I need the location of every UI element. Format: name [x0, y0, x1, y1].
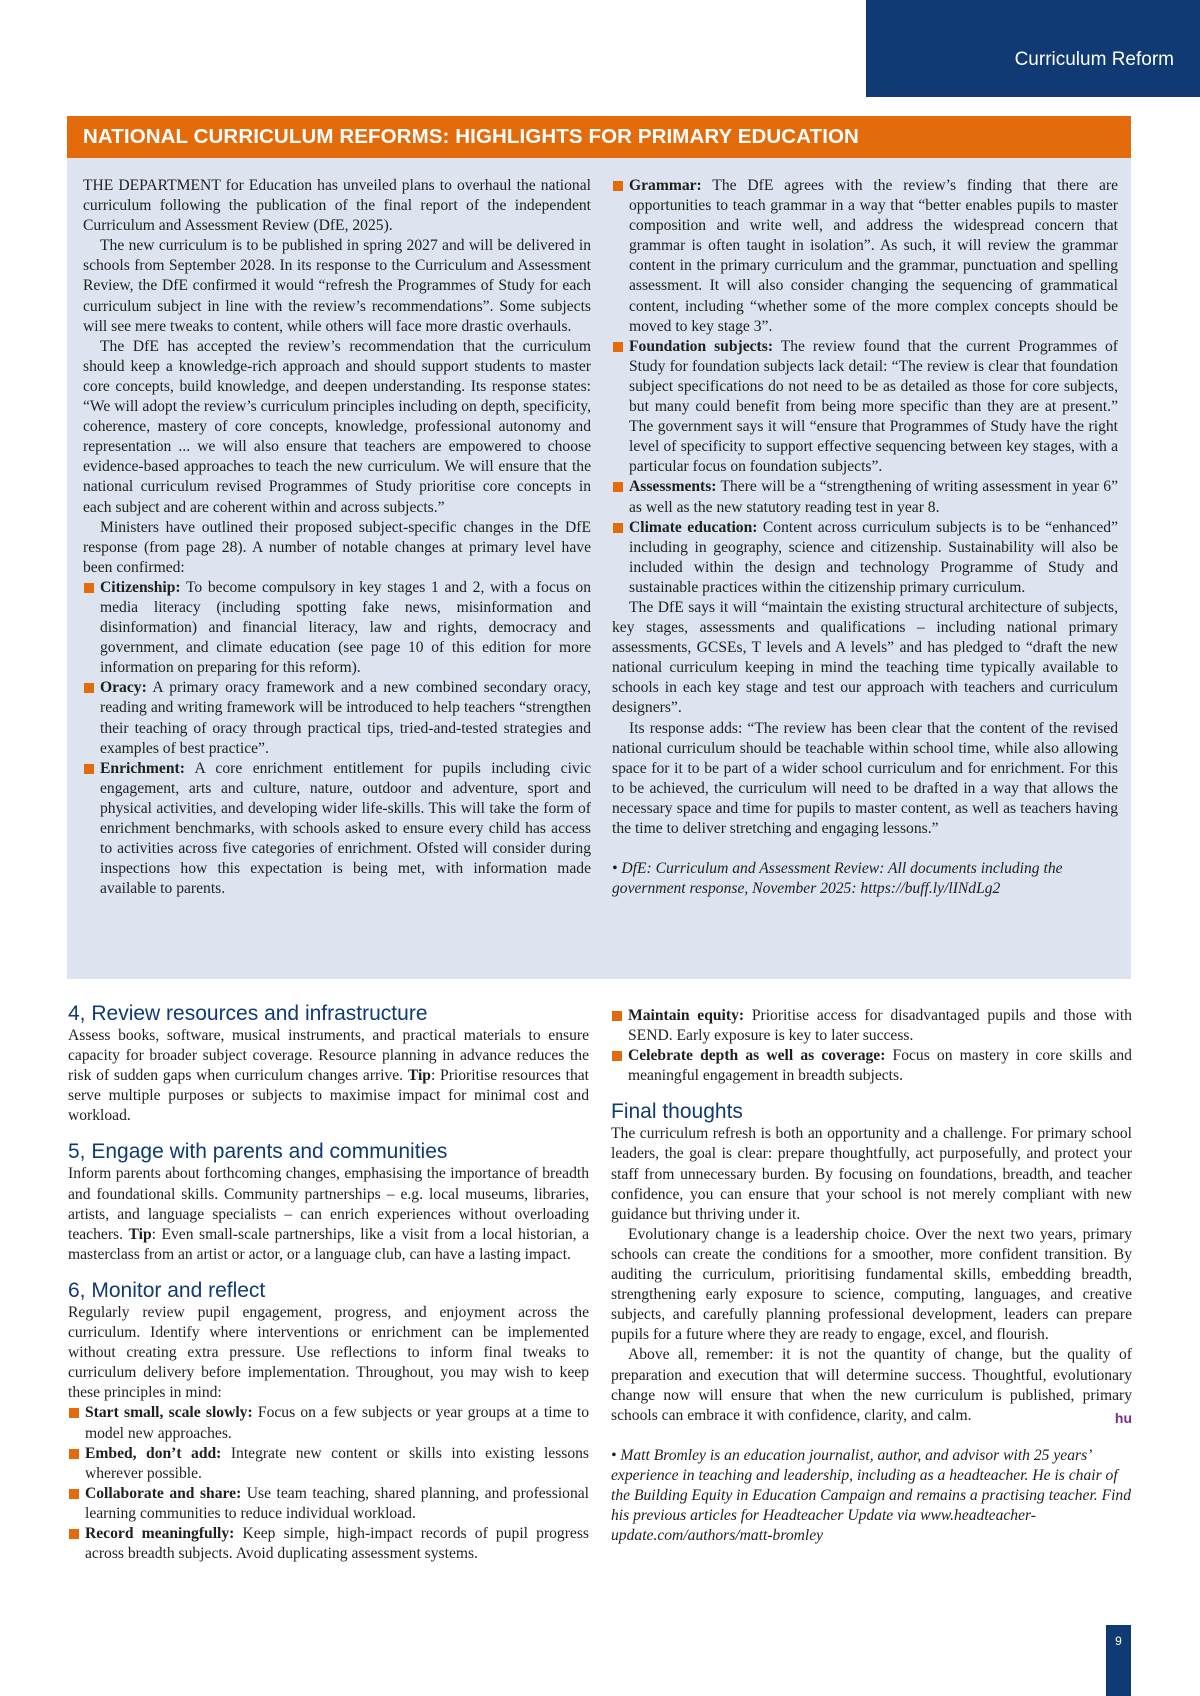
boxout-bullet-list	[612, 176, 1118, 598]
boxout-title: NATIONAL CURRICULUM REFORMS: HIGHLIGHTS FOR PRIMARY EDUCATION	[67, 116, 1131, 158]
bullet-text: Content across curriculum subjects is to be “enhanced” including in geography, science and citizenship. Sustainability will also be included within the design and technology Programme of Study and sustainable practices within the citizenship primary curriculum.	[629, 518, 1118, 596]
section-body: Regularly review pupil engagement, progress, and enjoyment across the curriculum. Identify where interventions or enrichment can be implemented without creating extra pressure. Use reflections to inform final tweaks to curriculum delivery before implementation. Throughout, you may wish to keep these principles in mind:	[68, 1303, 589, 1402]
bullet-climate-education	[612, 518, 1118, 598]
square-bullet-icon	[613, 342, 623, 352]
boxout-reference: • DfE: Curriculum and Assessment Review: All documents including the government response, November 2025: https://buff.ly/lINdLg2	[612, 860, 1063, 898]
boxout-paragraph: The DfE says it will “maintain the existing structural architecture of subjects, key stages, assessments and qualifications – including national primary assessments, GCSEs, T levels and A levels” and has pledged to “draft the new national curriculum keeping in mind the teaching time typically available to schools in each key stage and test our approach with teachers and curriculum designers”.	[612, 598, 1118, 717]
bullet-lead: Assessments:	[629, 478, 717, 496]
boxout-bullet-list	[83, 578, 591, 900]
section-body: Inform parents about forthcoming changes, emphasising the importance of breadth and foundational skills. Community partnerships – e.g. local museums, libraries, artists, and language specialists – can enrich experiences without overloading teachers. Tip: Even small-scale partnerships, like a visit from a local historian, a masterclass from an artist or actor, or a language club, can have a lasting impact.	[68, 1165, 590, 1263]
bullet-grammar	[612, 176, 1118, 337]
section-heading-monitor-reflect: 6, Monitor and reflect	[68, 1278, 266, 1302]
square-bullet-icon	[612, 1051, 622, 1061]
article-left-column	[68, 1001, 589, 1564]
final-paragraph: Above all, remember: it is not the quantity of change, but the quality of preparation and execution that will determine success. Thoughtful, evolutionary change now will ensure that when the new curriculum is published, primary schools can embrace it with confidence, clarity, and calm. hu	[611, 1345, 1132, 1425]
boxout-paragraph: Its response adds: “The review has been clear that the content of the revised national curriculum should be teachable within school time, while also allowing space for it to be part of a wider school curriculum and for enrichment. For this to be achieved, the curriculum will need to be drafted in a way that allows the necessary space and time for pupils to master content, as well as teachers having the time to deliver stretching and engaging lessons.”	[612, 719, 1118, 837]
principles-list	[68, 1403, 589, 1564]
bullet-lead: Oracy:	[100, 679, 147, 697]
principle-item: Embed, don’t add: Integrate new content or skills into existing lessons wherever possible.	[68, 1444, 589, 1484]
page-number-tab	[1106, 1625, 1131, 1696]
bullet-lead: Citizenship:	[100, 578, 181, 596]
boxout-paragraph: THE DEPARTMENT for Education has unveiled plans to overhaul the national curriculum following the publication of the final report of the independent Curriculum and Assessment Review (DfE, 2025).	[83, 177, 591, 235]
square-bullet-icon	[69, 1489, 79, 1499]
bullet-foundation-subjects	[612, 337, 1118, 478]
boxout-paragraph: Ministers have outlined their proposed subject-specific changes in the DfE response (from page 28). A number of notable changes at primary level have been confirmed:	[83, 518, 591, 576]
curriculum-reforms-boxout	[67, 116, 1131, 979]
square-bullet-icon	[69, 1529, 79, 1539]
boxout-right-column	[612, 176, 1118, 899]
bullet-lead: Enrichment:	[100, 759, 185, 777]
section-heading-final-thoughts: Final thoughts	[611, 1100, 743, 1124]
boxout-left-column	[83, 176, 591, 899]
principle-item: Start small, scale slowly: Focus on a few subjects or year groups at a time to model new approaches.	[68, 1403, 589, 1443]
square-bullet-icon	[612, 1011, 622, 1021]
bullet-text: A primary oracy framework and a new combined secondary oracy, reading and writing framework will be introduced to help teachers “strengthen their teaching of oracy through practical tips, tried-and-tested strategies and examples of best practice”.	[100, 679, 591, 757]
bullet-lead: Foundation subjects:	[629, 337, 774, 355]
square-bullet-icon	[69, 1449, 79, 1459]
section-tab	[866, 0, 1200, 97]
bullet-text: To become compulsory in key stages 1 and 2, with a focus on media literacy (including spotting fake news, misinformation and disinformation) and financial literacy, law and rights, democracy and government, and climate education (see page 10 of this edition for more information on preparing for this reform).	[100, 578, 591, 677]
hu-end-mark-icon: hu	[1114, 1409, 1132, 1426]
final-paragraph: The curriculum refresh is both an opportunity and a challenge. For primary school leaders, the goal is clear: prepare thoughtfully, act purposefully, and protect your staff from unnecessary burden. By focusing on foundations, breadth, and teacher confidence, you can ensure that your school is not merely compliant with new guidance but thriving under it.	[611, 1125, 1132, 1223]
bullet-enrichment	[83, 759, 591, 900]
square-bullet-icon	[84, 683, 94, 693]
principles-list	[611, 1006, 1132, 1086]
principle-item: Celebrate depth as well as coverage: Focus on mastery in core skills and meaningful engagement in breadth subjects.	[611, 1046, 1132, 1086]
square-bullet-icon	[69, 1408, 79, 1418]
bullet-oracy	[83, 678, 591, 758]
square-bullet-icon	[613, 181, 623, 191]
bullet-citizenship	[83, 578, 591, 678]
principle-item: Maintain equity: Prioritise access for disadvantaged pupils and those with SEND. Early exposure is key to later success.	[611, 1006, 1132, 1046]
principle-item: Record meaningfully: Keep simple, high-impact records of pupil progress across breadth subjects. Avoid duplicating assessment systems.	[68, 1524, 589, 1564]
article-right-column	[611, 1006, 1132, 1546]
square-bullet-icon	[613, 482, 623, 492]
bullet-text: The review found that the current Programmes of Study for foundation subjects lack detail: “The review is clear that foundation subject specifications do not need to be as detailed as those for core subjects, but many could benefit from being more specific than they are at present.” The government says it will “ensure that Programmes of Study have the right level of specificity to support effective sequencing between key stages, with a particular focus on foundation subjects”.	[629, 337, 1118, 476]
square-bullet-icon	[84, 583, 94, 593]
section-label: Curriculum Reform	[1014, 49, 1174, 70]
principle-item: Collaborate and share: Use team teaching, shared planning, and professional learning communities to reduce individual workload.	[68, 1484, 589, 1524]
bullet-text: A core enrichment entitlement for pupils including civic engagement, arts and culture, nature, outdoor and adventure, sport and physical activities, and developing wider life-skills. This will take the form of enrichment benchmarks, with schools asked to ensure every child has access to activities across five categories of enrichment. Ofsted will consider during inspections how this expectation is being met, with information made available to parents.	[100, 759, 591, 898]
section-heading-review-resources: 4, Review resources and infrastructure	[68, 1002, 428, 1025]
square-bullet-icon	[84, 764, 94, 774]
bullet-lead: Grammar:	[629, 177, 702, 194]
bullet-text: The DfE agrees with the review’s finding that there are opportunities to teach grammar in a way that “better enables pupils to master composition and write well, and address the widespread concern that grammar is often taught in isolation”. As such, it will review the grammar content in the primary curriculum and the grammar, punctuation and spelling assessment. It will also consider changing the sequencing of grammatical content, including “whether some of the more complex concepts should be moved to key stage 3”.	[629, 177, 1118, 335]
bullet-lead: Climate education:	[629, 518, 758, 536]
section-body: Assess books, software, musical instruments, and practical materials to ensure capacity for broader subject coverage. Resource planning in advance reduces the risk of sudden gaps when curriculum changes arrive. Tip: Prioritise resources that serve multiple purposes or subjects to maximise impact for minimal cost and workload.	[68, 1027, 589, 1125]
author-bio: • Matt Bromley is an education journalist, author, and advisor with 25 years’ experience in teaching and leadership, including as a headteacher. He is chair of the Building Equity in Education Campaign and remains a practising teacher. Find his previous articles for Headteacher Update via www.headteacher-update.com/authors/matt-bromley	[611, 1446, 1132, 1545]
section-heading-engage-parents: 5, Engage with parents and communities	[68, 1140, 448, 1164]
boxout-paragraph: The DfE has accepted the review’s recommendation that the curriculum should keep a knowledge-rich approach and should support students to master core concepts, build knowledge, and deepen understanding. Its response states: “We will adopt the review’s curriculum principles including on depth, specificity, coherence, mastery of core concepts, knowledge, professional autonomy and representation ... we will also ensure that teachers are empowered to choose evidence-based approaches to teach the new curriculum. We will ensure that the national curriculum revised Programmes of Study prioritise core concepts in each subject and are coherent within and across subjects.”	[83, 337, 591, 516]
boxout-paragraph: The new curriculum is to be published in spring 2027 and will be delivered in schools from September 2028. In its response to the Curriculum and Assessment Review, the DfE confirmed it would “refresh the Programmes of Study for each curriculum subject in line with the review’s recommendations”. Some subjects will see mere tweaks to content, while others will face more drastic overhauls.	[83, 237, 591, 335]
page-number: 9	[1115, 1634, 1122, 1648]
square-bullet-icon	[613, 523, 623, 533]
bullet-text: There will be a “strengthening of writing assessment in year 6” as well as the new statutory reading test in year 8.	[629, 478, 1118, 516]
bullet-assessments	[612, 477, 1118, 517]
final-paragraph: Evolutionary change is a leadership choice. Over the next two years, primary schools can create the conditions for a smoother, more confident transition. By auditing the curriculum, prioritising fundamental skills, embedding breadth, strengthening early exposure to science, computing, languages, and creative subjects, and carefully planning professional development, leaders can prepare pupils for a future where they are ready to engage, excel, and flourish.	[611, 1225, 1132, 1344]
